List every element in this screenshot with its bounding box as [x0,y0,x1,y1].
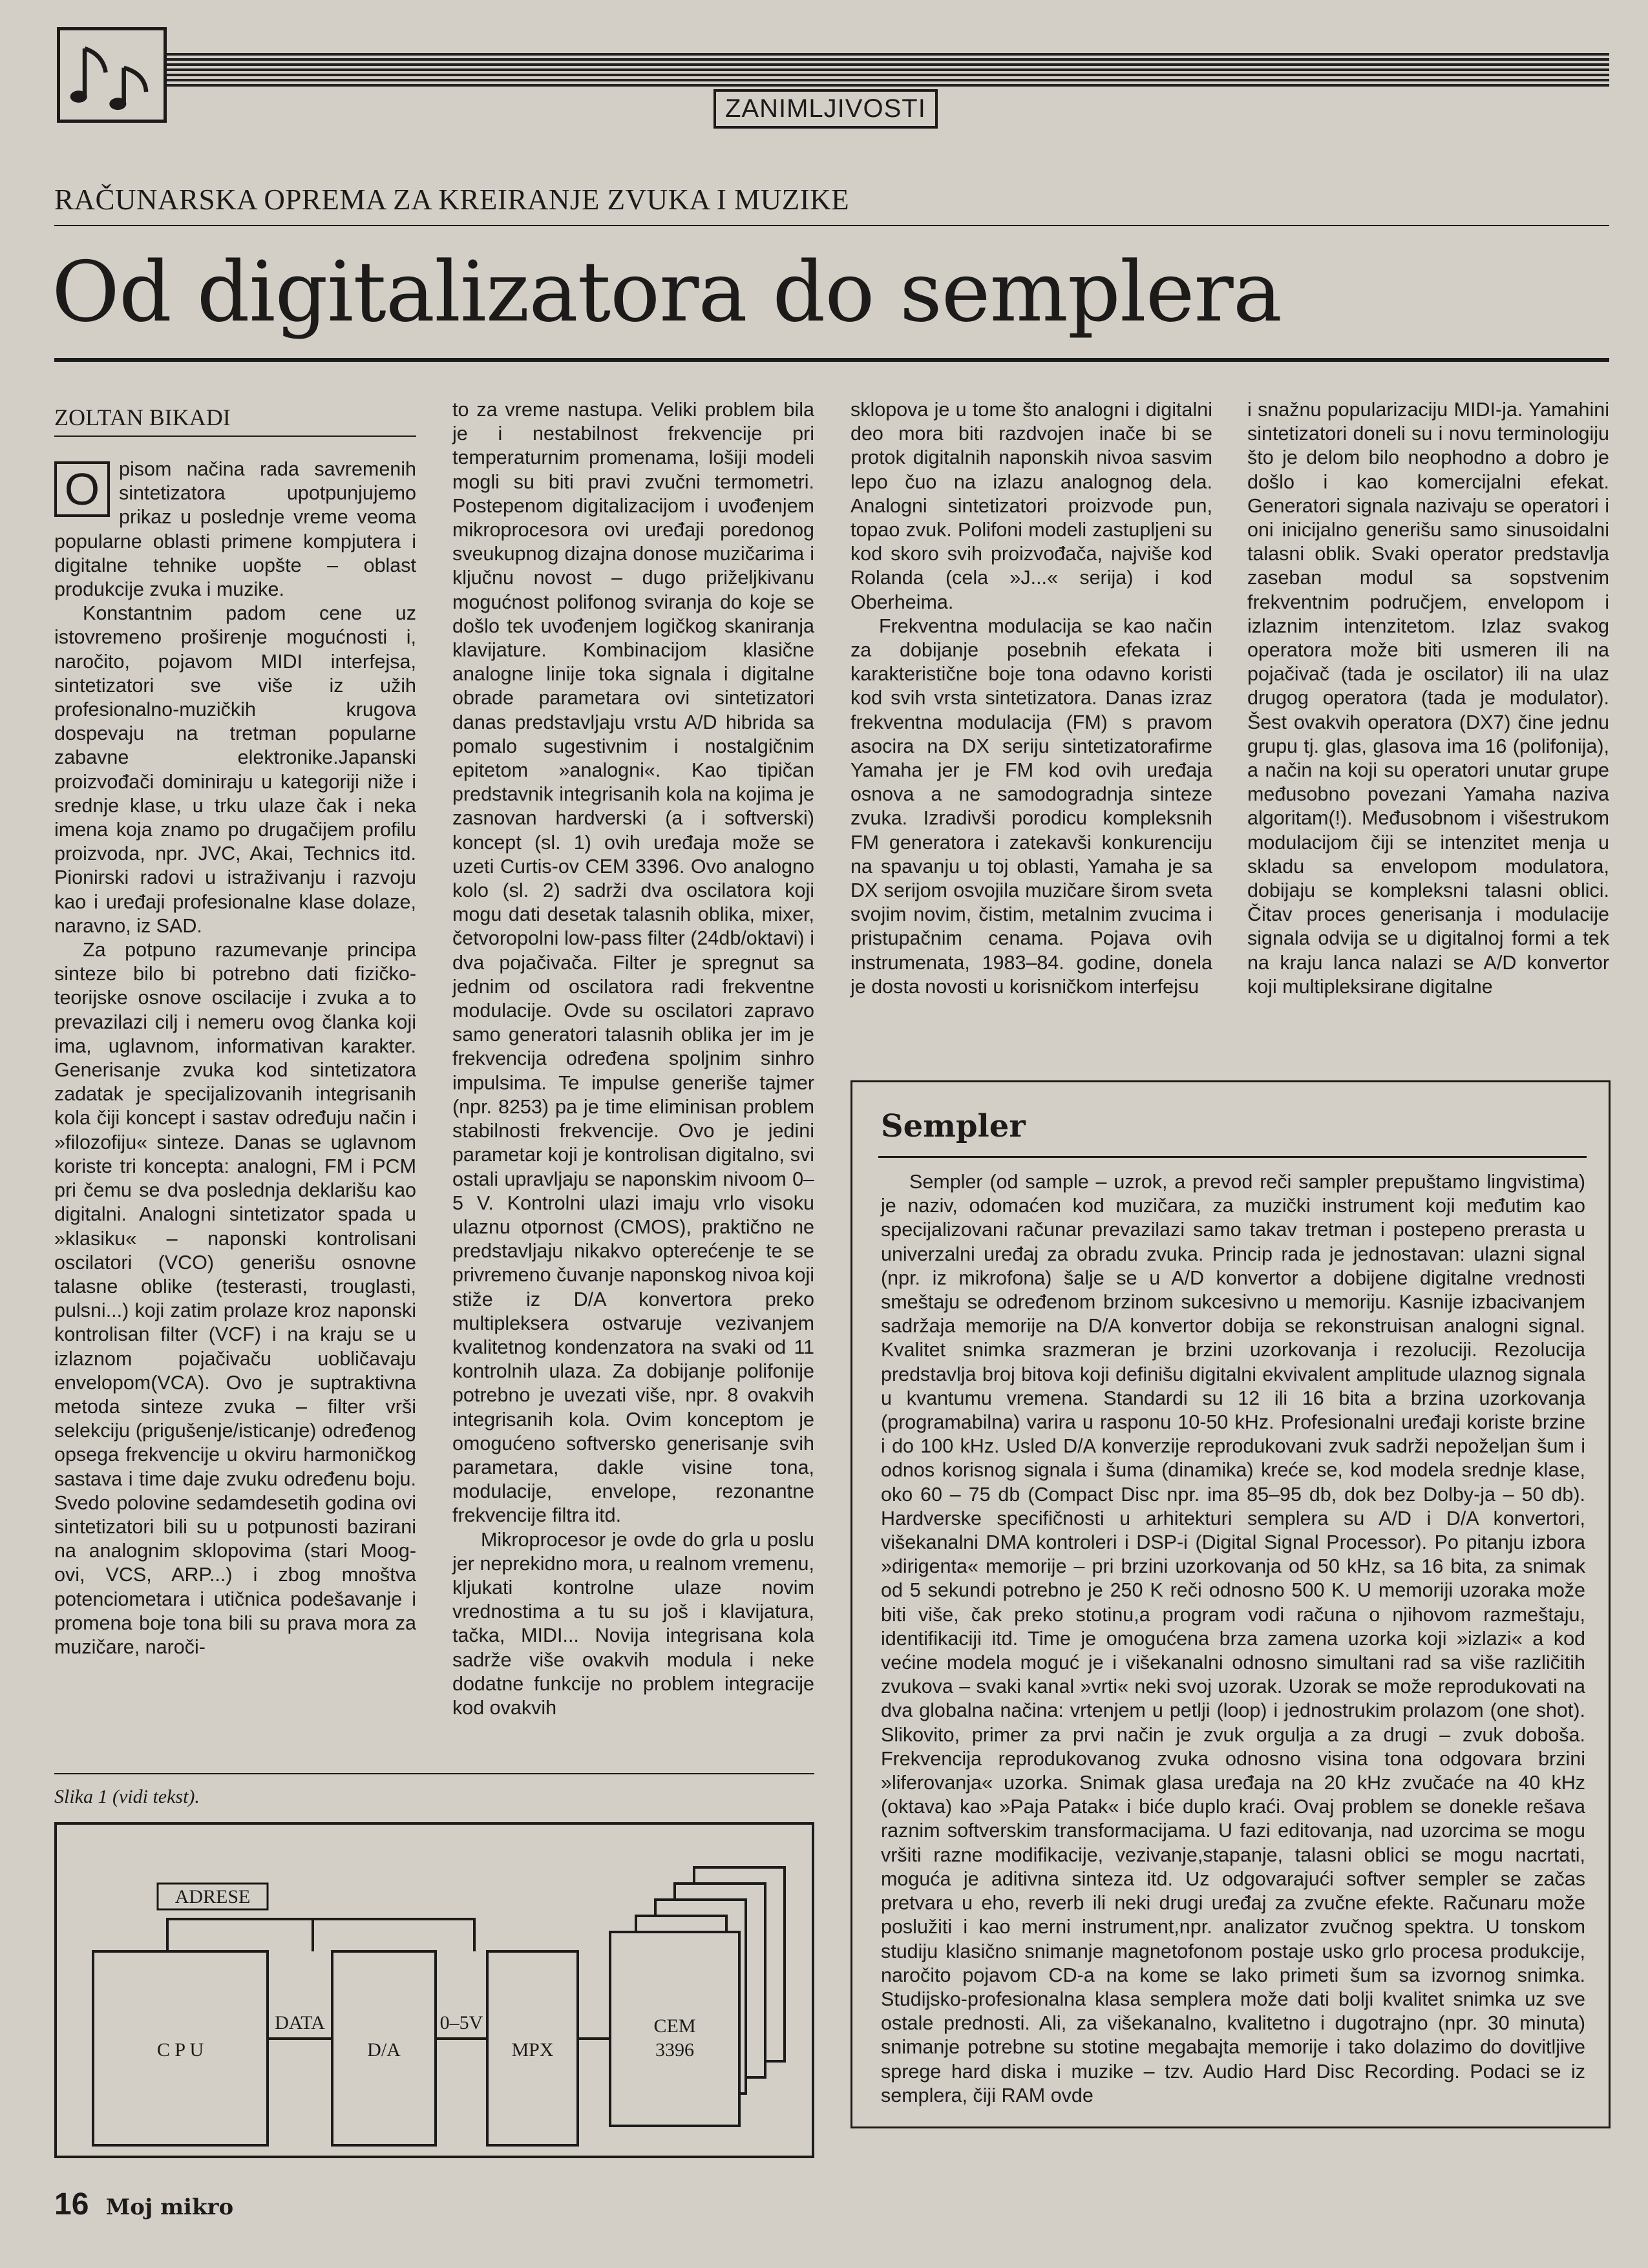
article-column-4 [1247,398,1609,999]
music-notes-icon-graphic [60,30,164,120]
caption-rule [54,1773,814,1774]
voltage-label: 0–5V [439,2012,483,2033]
sidebar-rule [878,1156,1587,1158]
article-column-2 [452,398,814,1720]
address-bus-line [167,1919,474,1951]
page-footer [54,2187,233,2222]
block-diagram [54,1822,814,2158]
title-rule [54,358,1609,362]
magazine-name: Moj mikro [105,2194,234,2220]
data-label: DATA [275,2012,325,2033]
article-title: Od digitalizatora do semplera [52,244,1282,341]
da-label: D/A [367,2039,401,2061]
adrese-label: ADRESE [174,1886,251,1907]
sidebar-box [850,1080,1611,2128]
paragraph: Sempler (od sample – uzrok, a prevod reči sampler prepuštamo lingvistima) je naziv, odomaćen kod muzičara, za muzički instrument koji međutim kao specijalizovani računar prevazilazi samo takav tretman i postepeno prerasta u univerzalni uređaj za obradu zvuka. Princip rada je jednostavan: ulazni signal (npr. iz mikrofona) šalje se u A/D konvertor a dobijene digitalne vrednosti smeštaju se određenom brzinom sukcesivno u memoriju. Kasnije izbacivanjem sadržaja memorije na D/A konvertor dobija se rekonstruisan analogni signal. Kvalitet snimka srazmeran je brzini uzorkovanja i rezoluciji. Rezolucija predstavlja broj bitova koji definišu digitalni ekvivalent amplitude ulaznog signala u kvantumu vremena. Standardi su 12 ili 16 bita a brzina uzorkovanja (programabilna) varira u rasponu 10-50 kHz. Profesionalni uređaji koriste brzine i do 100 kHz. Usled D/A konverzije reprodukovani zvuk sadrži nepoželjan šum i odnos korisnog signala i šuma (dinamika) kreće se, kod modela srednje klase, oko 60 – 75 db (Compact Disc npr. ima 85–95 db, dok bez Dolby-ja – 50 db). Hardverske specifičnosti u arhitekturi semplera su A/D i D/A konvertori, višekanalni DMA kontroleri i DSP-i (Digital Signal Processor). Po pitanju izbora »dirigenta« memorije – pri brzini uzorkovanja od 50 kHz, sa 16 bita, za snimak od 5 sekundi potrebno je 250 K reči odnosno 500 K. U memoriji uzoraka može biti više, čak preko stotinu,a program vodi računa o njihovom razmeštaju, identifikaciji itd. Time je omogućena brza zamena uzorka koji »izlazi« a kod većine modela moguć je i višekanalni odnosno simultani rad sa više različitih zvukova – svaki kanal »vrti« neki svoj uzorak. Uzorak se može reprodukovati na dva globalna načina: vrtenjem u petlji (loop) i jednostrukim prolazom (one shot). Slikovito, primer za prvi način je zvuk orgulja a za drugi – zvuk doboša. Frekvencija reprodukovanog zvuka odnosno visina tona odgovara brzini »liferovanja« uzorka. Snimak glasa uređaja na 20 kHz zvučaće na 40 kHz (oktava) kao »Paja Patak« i biće duplo kraći. Ovaj problem se donekle rešava raznim softverskim transformacijama. U fazi editovanja, nad uzorcima se mogu vršiti razne modifikacije, vezivanje,stapanje, talasni oblici se mogu nacrtati, moguća je aditivna sinteza itd. Uz odgovarajući softver sempler se začas pretvara u eho, reverb ili neki drugi uređaj za zvučne efekte. Računaru može poslužiti i kao merni instrument,npr. analizator zvučnog spektra. U tonskom studiju klasično snimanje magnetofonom postaje usko grlo procesa produkcije, naročito pojavom CD-a na kome se lako primeti šum sa izvornog snimka. Studijsko-profesionalna klasa semplera može dati bolji kvalitet snimka uz sve ostale prednosti. Ali, za višekanalno, kvalitetno i dugotrajno (npr. 30 minuta) snimanje potrebne su stotine megabajta memorije i tako dolazimo do dovitljive sprege hard diska i muzike – tzv. Audio Hard Disc Recording. Podaci se iz semplera, čiji RAM ovde [881,1171,1585,2106]
kicker-rule [54,225,1609,226]
cem-label: CEM [653,2015,696,2037]
paragraph [54,457,416,602]
author-byline: ZOLTAN BIKADI [54,404,231,430]
sidebar-title: Sempler [881,1108,1026,1144]
drop-cap: O [54,461,110,517]
cem-number-label: 3396 [655,2039,694,2061]
paragraph: i snažnu popularizaciju MIDI-ja. Yamahini sintetizatori doneli su i novu terminologiju što je delom bilo neophodno a dobro je došlo i kao komercijalni efekat. Generatori signala nazivaju se operatori i oni inicijalno generišu samo sinusoidalni talasni oblik. Svaki operator predstavlja zaseban modul sa sopstvenim frekventnim područjem, envelopom i izlaznim intenzitetom. Izlaz svakog operatora može biti usmeren ili na pojačivač (tada je oscilator) ili na ulaz drugog operatora (tada je modulator). Šest ovakvih operatora (DX7) čine jednu grupu tj. glas, glasova ima 16 (polifonija), a način na koji su operatori unutar grupe međusobno povezani Yamaha naziva algoritam(!). Međusobnom i višestrukom modulacijom čiji se intenzitet menja u skladu sa envelopom modulatora, dobijaju se kompleksni talasni oblici. Čitav proces generisanja i modulacije signala odvija se u digitalnoj formi a tek na kraju lanca nalazi se A/D konvertor koji multipleksirane digitalne [1247,399,1609,998]
paragraph: to za vreme nastupa. Veliki problem bila je i nestabilnost frekvencije pri temperaturnim promenama, lošiji modeli mogli su biti pravi zvučni termometri. Postepenom digitalizacijom i uvođenjem mikroprocesora ovi uređaji poredonog sveukupnog dizajna donose muzičarima i ključnu novost – dugo priželjkivanu mogućnost polifonog sviranja do koje se došlo tek uvođenjem logičkog skaniranja klavijature. Kombinacijom klasične analogne linije toka signala i digitalne obrade parametara ovi sintetizatori danas predstavljaju vrstu A/D hibrida sa pomalo sugestivnim i nostalgičnim epitetom »analogni«. Kao tipičan predstavnik integrisanih kola na kojima je zasnovan hardverski (a i softverski) koncept (sl. 1) ovih uređaja može se uzeti Curtis-ov CEM 3396. Ovo analogno kolo (sl. 2) sadrži dva oscilatora koji mogu dati desetak talasnih oblika, mixer, četvoropolni low-pass filter (24db/oktavi) i dva pojačivača. Filter je spregnut sa jednim od oscilatora radi frekventne modulacije. Ovde su oscilatori zapravo samo generatori talasnih oblika jer im je frekvencija određena spoljnim sinhro impulsima. Te impulse generiše tajmer (npr. 8253) pa je time eliminisan problem stabilnosti frekvencije. Ovo je jedini parametar koji je kontrolisan digitalno, svi ostali upravljaju se naponskim nivoom 0–5 V. Kontrolni ulazi imaju vrlo visoku ulaznu otpornost (CMOS), praktično ne predstavljaju nikakvo opterećenje te se privremeno čuvanje naponskog nivoa koji stiže iz D/A konvertora preko multipleksera ostvaruje vezivanjem kvalitetnog kondenzatora na svaki od 11 kontrolnih ulaza. Za dobijanje polifonije potrebno je uvezati više, npr. 8 ovakvih integrisanih kola. Ovim konceptom je omogućeno softversko generisanje svih parametara, dakle visine tona, modulacije, envelope, rezonantne frekvencije filtra itd. [452,399,814,1527]
paragraph: Za potpuno razumevanje principa sinteze bilo bi potrebno dati fizičko-teorijske osnove oscilacije i zvuka a to prevazilazi cilj i nemeru ovog članka koji ima, uglavnom, informativan karakter. Generisanje zvuka kod sintetizatora zadatak je specijalizovanih integrisanih kola čiji koncept i sastav određuju način i »filozofiju« sinteze. Danas se uglavnom koriste tri koncepta: analogni, FM i PCM pri čemu se dva poslednja deklarišu kao digitalni. Analogni sintetizator spada u »klasiku« – naponski kontrolisani oscilatori (VCO) generišu osnovne talasne oblike (testerasti, trouglasti, pulsni...) koji zatim prolaze kroz naponski kontrolisan filter (VCF) i na kraju se u izlaznom pojačivaču uobličavaju envelopom(VCA). Ovo je suptraktivna metoda sinteze zvuka – filter vrši selekciju (prigušenje/isticanje) određenog opsega frekvencije u okviru harmoničkog sastava i time daje zvuku određenu boju. Svedo polovine sedamdesetih godina ovi sintetizatori bili su u potpunosti bazirani na analognim sklopovima (stari Moog-ovi, VCS, ARP...) i zbog mnoštva potenciometara i utičnica podešavanje i promena boje tona bili su prava mora za muzičare, naroči- [54,939,416,1658]
sidebar-text [881,1170,1585,2108]
header-stripes [57,50,1609,87]
mpx-label: MPX [511,2039,554,2061]
page-number: 16 [54,2187,89,2221]
article-column-1 [54,457,416,1659]
paragraph: Frekventna modulacija se kao način za dobijanje posebnih efekata i karakteristične boje tona odavno koristi kod svih vrsta sintetizatora. Danas izraz frekventna modulacija (FM) s pravom asocira na DX seriju sintetizatorafirme Yamaha jer je FM kod ovih uređaja osnova a ne samodogradnja sinteze zvuka. Izradivši porodicu kompleksnih FM generatora i zatekavši konkurenciju na spavanju u toj oblasti, Yamaha je sa DX serijom osvojila muzičare širom sveta svojim novim, čistim, metalnim zvucima i pristupačnim cenama. Pojava ovih instrumenata, 1983–84. godine, donela je dosta novosti u korisničkom interfejsu [850,614,1212,998]
cpu-label: C P U [156,2039,204,2061]
article-kicker: RAČUNARSKA OPREMA ZA KREIRANJE ZVUKA I MUZIKE [54,184,850,216]
section-label: ZANIMLJIVOSTI [713,89,938,129]
paragraph: sklopova je u tome što analogni i digitalni deo mora biti razdvojen inače bi se protok digitalnih naponskih nivoa sasvim lepo čuo na izlazu analognog dela. Analogni sintetizatori proizvode pun, topao zvuk. Polifoni modeli zastupljeni su kod skoro svih proizvođača, najviše kod Rolanda (cela »J...« serija) i kod Oberheima. [850,399,1212,613]
paragraph-text: pisom načina rada savremenih sintetizatora upotpunjujemo prikaz u poslednje vreme veoma popularne oblasti primene kompjutera i digitalne tehnike uopšte – oblast produkcije zvuka i muzike. [54,458,416,601]
byline-rule [54,436,416,437]
article-column-3 [850,398,1212,999]
figure-caption: Slika 1 (vidi tekst). [54,1786,200,1807]
paragraph: Mikroprocesor je ovde do grla u poslu jer neprekidno mora, u realnom vremenu, kljukati kontrolne ulaze novim vrednostima a tu su još i klavijatura, tačka, MIDI... Novija integrisana kola sadrže više ovakvih modula i neke dodatne funkcije no problem integracije kod ovakvih [452,1528,814,1719]
music-notes-icon [57,27,167,123]
paragraph: Konstantnim padom cene uz istovremeno proširenje mogućnosti i, naročito, pojavom MIDI interfejsa, sintetizatori sve više iz užih profesionalno-muzičkih krugova dospevaju na tretman popularne zabavne elektronike.Japanski proizvođači dominiraju u kategoriji niže i srednje klase, u trku ulaze čak i neka imena koja znamo po drugačijem profilu proizvoda, npr. JVC, Akai, Technics itd. Pionirski radovi u istraživanju i razvoju kao i uređaji profesionalne klase dolaze, naravno, iz SAD. [54,602,416,937]
